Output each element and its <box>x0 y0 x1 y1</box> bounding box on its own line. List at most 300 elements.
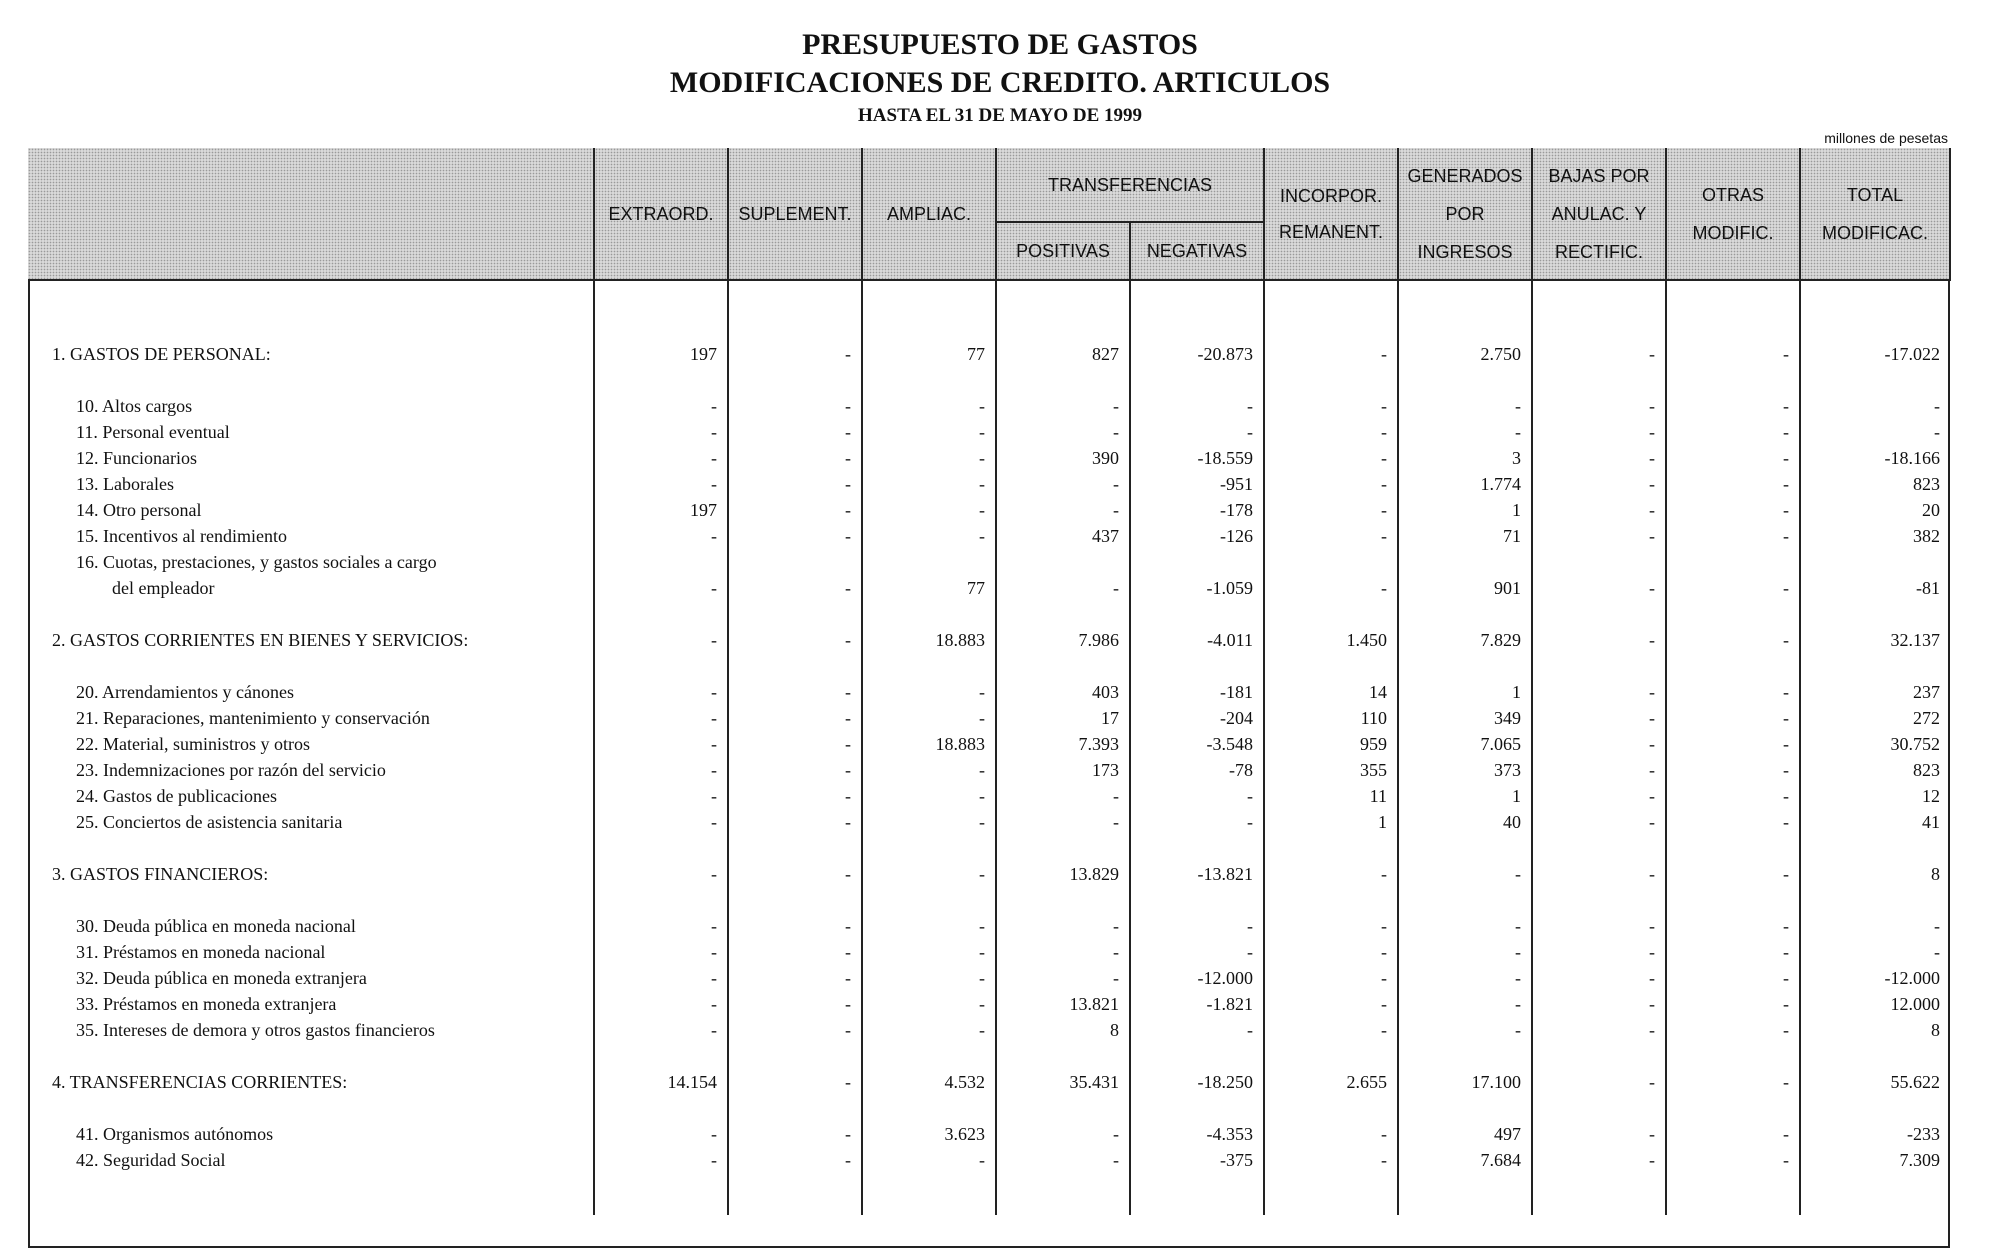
spacer-cell <box>1666 1043 1800 1069</box>
item-label: 24. Gastos de publicaciones <box>76 786 277 806</box>
cell-suplement: - <box>728 731 862 757</box>
spacer-row <box>28 1095 1950 1121</box>
cell-bajas: - <box>1532 757 1666 783</box>
cell-suplement: - <box>728 419 862 445</box>
spacer-cell <box>1532 887 1666 913</box>
cell-extraord: - <box>594 627 728 653</box>
spacer-cell <box>862 367 996 393</box>
cell-otras: - <box>1666 1017 1800 1043</box>
spacer-cell <box>1264 887 1398 913</box>
spacer-cell <box>594 887 728 913</box>
cell-generados: 7.684 <box>1398 1147 1532 1173</box>
cell-generados: 40 <box>1398 809 1532 835</box>
spacer-cell <box>862 1043 996 1069</box>
cell-ampliac: 3.623 <box>862 1121 996 1147</box>
cell-bajas: - <box>1532 809 1666 835</box>
spacer-cell <box>1398 601 1532 627</box>
spacer-cell <box>862 601 996 627</box>
cell-positivas: 437 <box>996 523 1130 549</box>
cell-total: 382 <box>1800 523 1950 549</box>
spacer-cell <box>1264 1043 1398 1069</box>
col-incorpor <box>1264 148 1398 280</box>
cell-incorpor: - <box>1264 965 1398 991</box>
spacer-cell <box>862 887 996 913</box>
cell-suplement: - <box>728 393 862 419</box>
item-row <box>28 939 1950 965</box>
spacer-cell <box>1666 280 1800 341</box>
cell-generados: 17.100 <box>1398 1069 1532 1095</box>
cell-ampliac: - <box>862 757 996 783</box>
spacer-cell <box>28 1173 594 1215</box>
cell-positivas: - <box>996 419 1130 445</box>
item-row <box>28 471 1950 497</box>
cell-generados: - <box>1398 393 1532 419</box>
cell-positivas: 13.829 <box>996 861 1130 887</box>
cell-incorpor: - <box>1264 523 1398 549</box>
spacer-row <box>28 280 1950 341</box>
spacer-cell <box>28 835 594 861</box>
cell-negativas: -18.559 <box>1130 445 1264 471</box>
spacer-cell <box>1264 653 1398 679</box>
cell-positivas: - <box>996 393 1130 419</box>
cell-otras: - <box>1666 809 1800 835</box>
cell-negativas: -1.059 <box>1130 549 1264 601</box>
cell-total: 237 <box>1800 679 1950 705</box>
cell-incorpor: - <box>1264 419 1398 445</box>
cell-extraord: - <box>594 1121 728 1147</box>
spacer-cell <box>1398 280 1532 341</box>
cell-total: -12.000 <box>1800 965 1950 991</box>
spacer-cell <box>1130 601 1264 627</box>
cell-negativas: -126 <box>1130 523 1264 549</box>
item-label-line2: del empleador <box>112 578 215 598</box>
spacer-cell <box>1398 367 1532 393</box>
col-generados-line3: INGRESOS <box>1417 241 1513 262</box>
cell-positivas: - <box>996 965 1130 991</box>
cell-negativas: -4.353 <box>1130 1121 1264 1147</box>
cell-negativas: - <box>1130 913 1264 939</box>
cell-positivas: 403 <box>996 679 1130 705</box>
item-label: 42. Seguridad Social <box>76 1150 226 1170</box>
header-blank-cell <box>28 148 594 280</box>
cell-total: - <box>1800 419 1950 445</box>
cell-positivas: 7.986 <box>996 627 1130 653</box>
cell-incorpor: - <box>1264 341 1398 367</box>
cell-negativas: - <box>1130 1017 1264 1043</box>
spacer-cell <box>1666 887 1800 913</box>
item-row <box>28 549 1950 601</box>
col-suplement: SUPLEMENT. <box>728 148 862 280</box>
item-row <box>28 991 1950 1017</box>
cell-negativas: -178 <box>1130 497 1264 523</box>
item-label: 32. Deuda pública en moneda extranjera <box>76 968 367 988</box>
cell-extraord: - <box>594 549 728 601</box>
cell-ampliac: - <box>862 913 996 939</box>
section-label: 3. GASTOS FINANCIEROS: <box>52 864 269 884</box>
spacer-cell <box>728 280 862 341</box>
cell-total: 272 <box>1800 705 1950 731</box>
item-label: 30. Deuda pública en moneda nacional <box>76 916 356 936</box>
cell-otras: - <box>1666 783 1800 809</box>
cell-otras: - <box>1666 965 1800 991</box>
col-total-line2: MODIFICAC. <box>1822 222 1928 243</box>
item-row <box>28 523 1950 549</box>
cell-suplement: - <box>728 523 862 549</box>
item-row <box>28 965 1950 991</box>
cell-extraord: - <box>594 965 728 991</box>
spacer-cell <box>1532 1095 1666 1121</box>
cell-otras: - <box>1666 497 1800 523</box>
col-otras-line2: MODIFIC. <box>1692 222 1774 243</box>
cell-positivas: - <box>996 549 1130 601</box>
col-generados-line1: GENERADOS <box>1407 165 1523 186</box>
cell-total: 41 <box>1800 809 1950 835</box>
cell-total: 32.137 <box>1800 627 1950 653</box>
spacer-cell <box>1800 1173 1950 1215</box>
cell-extraord: 14.154 <box>594 1069 728 1095</box>
cell-incorpor: - <box>1264 1017 1398 1043</box>
cell-negativas: - <box>1130 393 1264 419</box>
spacer-cell <box>996 887 1130 913</box>
cell-bajas: - <box>1532 861 1666 887</box>
item-row <box>28 913 1950 939</box>
spacer-cell <box>594 1095 728 1121</box>
cell-generados: 1 <box>1398 679 1532 705</box>
spacer-cell <box>594 1173 728 1215</box>
item-label: 35. Intereses de demora y otros gastos financieros <box>76 1020 435 1040</box>
cell-negativas: -12.000 <box>1130 965 1264 991</box>
cell-bajas: - <box>1532 939 1666 965</box>
spacer-cell <box>1532 1173 1666 1215</box>
cell-incorpor: 11 <box>1264 783 1398 809</box>
spacer-cell <box>1532 835 1666 861</box>
cell-positivas: - <box>996 783 1130 809</box>
col-negativas: NEGATIVAS <box>1130 222 1264 280</box>
col-otras <box>1666 148 1800 280</box>
cell-suplement: - <box>728 939 862 965</box>
spacer-cell <box>1398 887 1532 913</box>
cell-total: - <box>1800 393 1950 419</box>
cell-otras: - <box>1666 1069 1800 1095</box>
cell-otras: - <box>1666 471 1800 497</box>
cell-negativas: - <box>1130 419 1264 445</box>
cell-otras: - <box>1666 861 1800 887</box>
document-title-block <box>0 26 2000 128</box>
spacer-cell <box>594 280 728 341</box>
cell-generados: - <box>1398 861 1532 887</box>
spacer-cell <box>1800 1095 1950 1121</box>
cell-generados: 71 <box>1398 523 1532 549</box>
cell-suplement: - <box>728 549 862 601</box>
col-bajas-line2: ANULAC. Y <box>1551 203 1647 224</box>
cell-incorpor: - <box>1264 939 1398 965</box>
cell-suplement: - <box>728 705 862 731</box>
cell-otras: - <box>1666 445 1800 471</box>
cell-otras: - <box>1666 523 1800 549</box>
spacer-cell <box>728 887 862 913</box>
cell-extraord: - <box>594 731 728 757</box>
item-label: 22. Material, suministros y otros <box>76 734 310 754</box>
spacer-cell <box>1800 601 1950 627</box>
cell-suplement: - <box>728 861 862 887</box>
spacer-cell <box>594 601 728 627</box>
spacer-cell <box>1264 601 1398 627</box>
cell-ampliac: 18.883 <box>862 627 996 653</box>
cell-total: -17.022 <box>1800 341 1950 367</box>
item-row <box>28 757 1950 783</box>
spacer-cell <box>1130 653 1264 679</box>
item-label: 13. Laborales <box>76 474 174 494</box>
item-label: 12. Funcionarios <box>76 448 197 468</box>
cell-total: 20 <box>1800 497 1950 523</box>
spacer-cell <box>1666 601 1800 627</box>
cell-extraord: - <box>594 861 728 887</box>
spacer-cell <box>862 1173 996 1215</box>
cell-ampliac: - <box>862 705 996 731</box>
cell-bajas: - <box>1532 497 1666 523</box>
cell-positivas: 827 <box>996 341 1130 367</box>
budget-table <box>28 148 1951 1215</box>
cell-incorpor: - <box>1264 913 1398 939</box>
spacer-cell <box>728 1095 862 1121</box>
cell-total: 12.000 <box>1800 991 1950 1017</box>
section-row <box>28 861 1950 887</box>
cell-ampliac: - <box>862 939 996 965</box>
spacer-cell <box>1800 887 1950 913</box>
cell-suplement: - <box>728 341 862 367</box>
cell-negativas: -204 <box>1130 705 1264 731</box>
spacer-cell <box>862 1095 996 1121</box>
cell-bajas: - <box>1532 523 1666 549</box>
cell-generados: 1.774 <box>1398 471 1532 497</box>
spacer-cell <box>1532 367 1666 393</box>
spacer-cell <box>1264 835 1398 861</box>
cell-suplement: - <box>728 1017 862 1043</box>
spacer-cell <box>1800 367 1950 393</box>
spacer-cell <box>996 653 1130 679</box>
spacer-row <box>28 367 1950 393</box>
cell-incorpor: - <box>1264 861 1398 887</box>
cell-total: - <box>1800 913 1950 939</box>
cell-generados: 497 <box>1398 1121 1532 1147</box>
col-incorpor-line2: REMANENT. <box>1278 221 1383 242</box>
item-label: 10. Altos cargos <box>76 396 193 416</box>
cell-incorpor: - <box>1264 549 1398 601</box>
cell-bajas: - <box>1532 393 1666 419</box>
cell-generados: 901 <box>1398 549 1532 601</box>
item-row <box>28 731 1950 757</box>
cell-generados: 1 <box>1398 783 1532 809</box>
spacer-cell <box>28 601 594 627</box>
item-row <box>28 679 1950 705</box>
cell-bajas: - <box>1532 419 1666 445</box>
cell-suplement: - <box>728 627 862 653</box>
spacer-cell <box>1398 835 1532 861</box>
spacer-cell <box>594 367 728 393</box>
cell-suplement: - <box>728 809 862 835</box>
cell-negativas: -20.873 <box>1130 341 1264 367</box>
cell-bajas: - <box>1532 731 1666 757</box>
spacer-cell <box>728 1043 862 1069</box>
cell-extraord: - <box>594 445 728 471</box>
spacer-row <box>28 887 1950 913</box>
cell-suplement: - <box>728 757 862 783</box>
cell-total: 55.622 <box>1800 1069 1950 1095</box>
cell-generados: 373 <box>1398 757 1532 783</box>
cell-suplement: - <box>728 783 862 809</box>
spacer-cell <box>996 1095 1130 1121</box>
col-positivas: POSITIVAS <box>996 222 1130 280</box>
cell-total: 8 <box>1800 861 1950 887</box>
cell-negativas: -1.821 <box>1130 991 1264 1017</box>
cell-extraord: 197 <box>594 497 728 523</box>
cell-extraord: - <box>594 939 728 965</box>
cell-negativas: -181 <box>1130 679 1264 705</box>
spacer-cell <box>28 280 594 341</box>
cell-positivas: 173 <box>996 757 1130 783</box>
spacer-cell <box>28 1043 594 1069</box>
cell-negativas: -78 <box>1130 757 1264 783</box>
spacer-cell <box>1264 1095 1398 1121</box>
spacer-cell <box>1532 601 1666 627</box>
cell-incorpor: - <box>1264 497 1398 523</box>
item-row <box>28 783 1950 809</box>
cell-otras: - <box>1666 913 1800 939</box>
spacer-cell <box>996 367 1130 393</box>
spacer-row <box>28 653 1950 679</box>
cell-ampliac: - <box>862 861 996 887</box>
cell-positivas: - <box>996 1121 1130 1147</box>
spacer-cell <box>594 653 728 679</box>
cell-generados: 2.750 <box>1398 341 1532 367</box>
cell-ampliac: 77 <box>862 549 996 601</box>
spacer-cell <box>996 601 1130 627</box>
cell-positivas: - <box>996 809 1130 835</box>
title-line-1: PRESUPUESTO DE GASTOS <box>802 28 1198 61</box>
cell-extraord: - <box>594 705 728 731</box>
cell-negativas: -3.548 <box>1130 731 1264 757</box>
cell-total: -18.166 <box>1800 445 1950 471</box>
cell-negativas: - <box>1130 809 1264 835</box>
units-note: millones de pesetas <box>1824 130 1948 146</box>
cell-negativas: -375 <box>1130 1147 1264 1173</box>
col-generados <box>1398 148 1532 280</box>
col-bajas <box>1532 148 1666 280</box>
spacer-cell <box>1666 835 1800 861</box>
cell-otras: - <box>1666 393 1800 419</box>
cell-otras: - <box>1666 731 1800 757</box>
item-row <box>28 419 1950 445</box>
spacer-cell <box>996 1173 1130 1215</box>
cell-bajas: - <box>1532 965 1666 991</box>
cell-bajas: - <box>1532 445 1666 471</box>
title-line-2: MODIFICACIONES DE CREDITO. ARTICULOS <box>669 66 1331 99</box>
spacer-cell <box>1130 887 1264 913</box>
cell-total: -233 <box>1800 1121 1950 1147</box>
cell-otras: - <box>1666 939 1800 965</box>
cell-positivas: - <box>996 497 1130 523</box>
cell-otras: - <box>1666 1121 1800 1147</box>
cell-incorpor: 2.655 <box>1264 1069 1398 1095</box>
cell-extraord: - <box>594 471 728 497</box>
cell-otras: - <box>1666 757 1800 783</box>
cell-ampliac: - <box>862 497 996 523</box>
cell-otras: - <box>1666 419 1800 445</box>
cell-total: 823 <box>1800 757 1950 783</box>
cell-ampliac: 77 <box>862 341 996 367</box>
col-extraord: EXTRAORD. <box>594 148 728 280</box>
cell-extraord: - <box>594 419 728 445</box>
cell-incorpor: 355 <box>1264 757 1398 783</box>
spacer-cell <box>862 835 996 861</box>
cell-suplement: - <box>728 1147 862 1173</box>
spacer-cell <box>996 1043 1130 1069</box>
cell-ampliac: - <box>862 991 996 1017</box>
cell-generados: - <box>1398 913 1532 939</box>
item-label: 25. Conciertos de asistencia sanitaria <box>76 812 343 832</box>
cell-negativas: -4.011 <box>1130 627 1264 653</box>
section-row <box>28 341 1950 367</box>
spacer-row <box>28 601 1950 627</box>
cell-generados: - <box>1398 1017 1532 1043</box>
cell-incorpor: 1 <box>1264 809 1398 835</box>
item-row <box>28 445 1950 471</box>
cell-total: 823 <box>1800 471 1950 497</box>
cell-otras: - <box>1666 991 1800 1017</box>
cell-ampliac: - <box>862 1147 996 1173</box>
spacer-cell <box>28 653 594 679</box>
spacer-cell <box>1398 653 1532 679</box>
cell-positivas: 17 <box>996 705 1130 731</box>
spacer-row <box>28 1043 1950 1069</box>
col-total <box>1800 148 1950 280</box>
cell-incorpor: 110 <box>1264 705 1398 731</box>
spacer-row <box>28 1173 1950 1215</box>
section-label: 4. TRANSFERENCIAS CORRIENTES: <box>52 1072 348 1092</box>
cell-generados: 1 <box>1398 497 1532 523</box>
cell-suplement: - <box>728 965 862 991</box>
item-label: 33. Préstamos en moneda extranjera <box>76 994 337 1014</box>
spacer-cell <box>594 835 728 861</box>
cell-ampliac: - <box>862 679 996 705</box>
cell-bajas: - <box>1532 471 1666 497</box>
spacer-cell <box>1264 280 1398 341</box>
section-row <box>28 1069 1950 1095</box>
spacer-cell <box>1398 1173 1532 1215</box>
cell-negativas: - <box>1130 783 1264 809</box>
cell-generados: - <box>1398 939 1532 965</box>
cell-suplement: - <box>728 913 862 939</box>
spacer-cell <box>1532 280 1666 341</box>
cell-incorpor: 14 <box>1264 679 1398 705</box>
cell-negativas: -951 <box>1130 471 1264 497</box>
cell-ampliac: - <box>862 471 996 497</box>
cell-bajas: - <box>1532 549 1666 601</box>
cell-incorpor: - <box>1264 991 1398 1017</box>
cell-suplement: - <box>728 445 862 471</box>
spacer-cell <box>728 1173 862 1215</box>
spacer-row <box>28 835 1950 861</box>
section-row <box>28 627 1950 653</box>
cell-extraord: - <box>594 757 728 783</box>
cell-otras: - <box>1666 627 1800 653</box>
cell-total: 8 <box>1800 1017 1950 1043</box>
cell-incorpor: - <box>1264 1121 1398 1147</box>
item-row <box>28 393 1950 419</box>
cell-suplement: - <box>728 991 862 1017</box>
cell-bajas: - <box>1532 341 1666 367</box>
cell-total: 7.309 <box>1800 1147 1950 1173</box>
